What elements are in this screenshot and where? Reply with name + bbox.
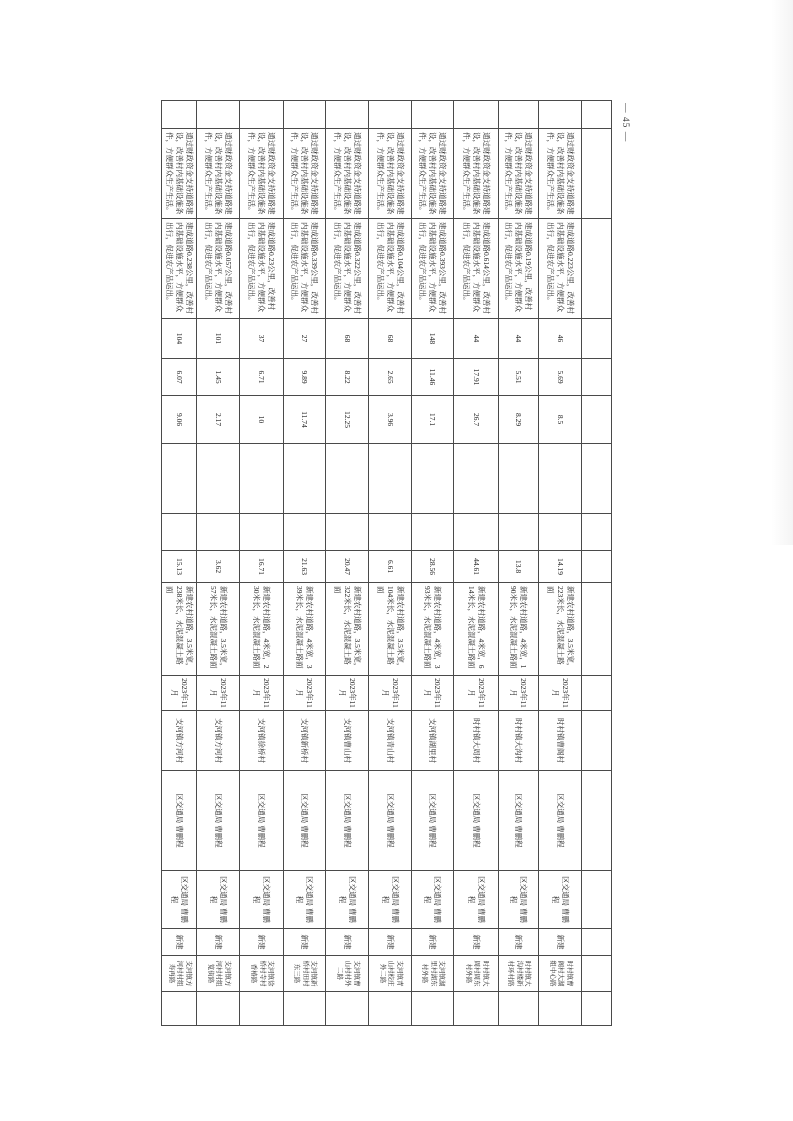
table-cell: 2023年11月	[284, 676, 326, 711]
table-cell: 新建	[326, 929, 369, 956]
table-cell: 68	[369, 319, 412, 359]
table-cell	[284, 101, 326, 129]
table-cell	[582, 444, 612, 514]
table-cell	[240, 101, 284, 129]
table-cell	[412, 101, 454, 129]
table-cell: 2.65	[369, 359, 412, 396]
table-cell: 8.5	[539, 396, 582, 444]
table-cell: 17.1	[412, 396, 454, 444]
table-cell: 支河镇方河村村组笕街路	[197, 956, 240, 992]
page-number: — 45 —	[620, 103, 630, 143]
table-cell: 新建	[539, 929, 582, 956]
table-cell	[582, 583, 612, 676]
table-cell: 区交通局 曹鹏程	[162, 871, 197, 929]
table-cell: 26.7	[454, 396, 499, 444]
table-cell: 2.17	[197, 396, 240, 444]
table-cell	[240, 444, 284, 514]
table-cell: 通过财政资金支持道路建设，改善村内基础设施条件，方便群众生产生活。	[412, 129, 454, 219]
table-cell	[162, 444, 197, 514]
table-cell: 27	[284, 319, 326, 359]
table-cell: 通过财政资金支持道路建设，改善村内基础设施条件，方便群众生产生活。	[197, 129, 240, 219]
table-cell	[412, 514, 454, 551]
table-cell	[539, 444, 582, 514]
table-cell: 区交通局 曹鹏程	[284, 871, 326, 929]
table-cell	[326, 992, 369, 1026]
table-cell: 17.91	[454, 359, 499, 396]
table-cell: 9.89	[284, 359, 326, 396]
table-cell	[197, 101, 240, 129]
table-cell	[582, 871, 612, 929]
table-cell	[326, 101, 369, 129]
table-cell: 支河镇方河村	[197, 711, 240, 771]
table-cell: 支河镇新桥村田村东三路	[284, 956, 326, 992]
table-row	[369, 101, 412, 1026]
table-cell: 2023年11月	[412, 676, 454, 711]
table-cell	[499, 992, 539, 1026]
table-cell	[539, 101, 582, 129]
table-cell: 6.61	[369, 551, 412, 583]
table-cell: 区交通局 曹鹏程	[162, 771, 197, 871]
table-cell: 新建	[162, 929, 197, 956]
table-cell: 9.06	[162, 396, 197, 444]
table-cell: 支河镇新桥村	[284, 711, 326, 771]
table-cell	[539, 992, 582, 1026]
table-row	[582, 101, 612, 1026]
table-cell	[582, 992, 612, 1026]
table-cell	[240, 992, 284, 1026]
table-cell: 建成道路0.322公里，改善村内基础设施水平，方便群众出行，促进农产品运出。	[326, 219, 369, 319]
table-cell: 区交通局 曹鹏程	[326, 871, 369, 929]
table-cell: 28.56	[412, 551, 454, 583]
table-cell: 时村镇大沟村楼新村环村路	[499, 956, 539, 992]
table-cell: 6.71	[240, 359, 284, 396]
table-cell: 建成道路0.393公里，改善村内基础设施水平，方便群众出行，促进农产品运出。	[412, 219, 454, 319]
table-row	[499, 101, 539, 1026]
table-cell: 新建	[197, 929, 240, 956]
table-cell: 新建农村道路，3.5米宽，322米长，水泥混凝土路面	[326, 583, 369, 676]
table-cell	[499, 514, 539, 551]
table-row	[284, 101, 326, 1026]
table-cell: 支河镇曹山村	[326, 711, 369, 771]
table-cell	[162, 514, 197, 551]
table-cell: 通过财政资金支持道路建设，改善村内基础设施条件，方便群众生产生活。	[499, 129, 539, 219]
table-cell: 8.29	[499, 396, 539, 444]
table-row	[454, 101, 499, 1026]
table-cell: 2023年11月	[369, 676, 412, 711]
table-cell: 101	[197, 319, 240, 359]
table-cell	[582, 129, 612, 219]
table-cell: 11.74	[284, 396, 326, 444]
table-cell: 2023年11月	[162, 676, 197, 711]
table-cell	[454, 992, 499, 1026]
table-cell	[369, 992, 412, 1026]
table-cell: 时村镇曹阁村	[539, 711, 582, 771]
table-cell	[369, 514, 412, 551]
table-cell	[539, 514, 582, 551]
table-cell: 区交通局 曹鹏程	[197, 771, 240, 871]
table-cell: 12.25	[326, 396, 369, 444]
table-cell: 建成道路0.23公里，改善村内基础设施水平，方便群众出行，促进农产品运出。	[240, 219, 284, 319]
table-cell: 新建农村道路，3.5米宽，223米长，水泥混凝土路面	[539, 583, 582, 676]
table-cell: 2023年11月	[197, 676, 240, 711]
table-cell: 2023年11月	[539, 676, 582, 711]
table-cell	[582, 514, 612, 551]
table-cell	[582, 676, 612, 711]
table-cell: 支河镇青山村	[369, 711, 412, 771]
table-cell	[412, 444, 454, 514]
table-cell	[197, 992, 240, 1026]
table-cell: 1.45	[197, 359, 240, 396]
table-cell	[582, 956, 612, 992]
table-cell	[326, 444, 369, 514]
table-cell: 时村镇大沟村	[499, 711, 539, 771]
table-cell: 支河镇方河村村组寿再路	[162, 956, 197, 992]
table-cell: 46	[539, 319, 582, 359]
table-row	[539, 101, 582, 1026]
table-cell: 44.61	[454, 551, 499, 583]
table-cell: 新建	[454, 929, 499, 956]
table-cell: 16.71	[240, 551, 284, 583]
table-cell: 时村镇曹阁村大湖组中心路	[539, 956, 582, 992]
table-row	[197, 101, 240, 1026]
table-cell: 建成道路0.238公里，改善村内基础设施水平，方便群众出行，促进农产品运出。	[162, 219, 197, 319]
table-cell: 新建农村道路，3.5米宽，238米长，水泥混凝土路面	[162, 583, 197, 676]
table-cell: 通过财政资金支持道路建设，改善村内基础设施条件，方便群众生产生活。	[454, 129, 499, 219]
table-cell: 5.69	[539, 359, 582, 396]
table-cell	[197, 514, 240, 551]
table-cell: 区交通局 曹鹏程	[499, 771, 539, 871]
table-cell: 区交通局 曹鹏程	[539, 871, 582, 929]
table-cell: 区交通局 曹鹏程	[539, 771, 582, 871]
table-cell: 新建	[412, 929, 454, 956]
table-cell: 44	[499, 319, 539, 359]
table-cell: 新建	[240, 929, 284, 956]
table-cell: 8.22	[326, 359, 369, 396]
table-cell	[454, 514, 499, 551]
table-cell: 区交通局 曹鹏程	[499, 871, 539, 929]
table-cell: 新建农村道路，3.5米宽，104米长，水泥混凝土路面	[369, 583, 412, 676]
table-cell: 21.63	[284, 551, 326, 583]
table-cell	[369, 101, 412, 129]
table-cell	[499, 444, 539, 514]
table-cell: 区交通局 曹鹏程	[454, 771, 499, 871]
table-body	[162, 101, 612, 1026]
table-row	[162, 101, 197, 1026]
table-cell: 新建农村道路，4米宽，614米长，水泥混凝土路面	[454, 583, 499, 676]
table-cell: 建成道路0.614公里，改善村内基础设施水平，方便群众出行，促进农产品运出。	[454, 219, 499, 319]
table-cell: 支河镇方河村	[162, 711, 197, 771]
table-cell	[284, 992, 326, 1026]
table-cell: 新建农村道路，4米宽，230米长，水泥混凝土路面	[240, 583, 284, 676]
table-cell	[582, 219, 612, 319]
table-cell	[499, 101, 539, 129]
table-cell: 支河镇湖里村	[412, 711, 454, 771]
table-cell	[369, 444, 412, 514]
table-cell	[582, 551, 612, 583]
table-cell	[582, 101, 612, 129]
table-cell: 新建农村道路，4米宽，190米长，水泥混凝土路面	[499, 583, 539, 676]
table-cell: 建成道路0.223公里，改善村内基础设施水平，方便群众出行，促进农产品运出。	[539, 219, 582, 319]
table-cell: 新建农村道路，3.5米宽，57米长，水泥混凝土路面	[197, 583, 240, 676]
table-cell	[582, 396, 612, 444]
table-cell: 区交通局 曹鹏程	[326, 771, 369, 871]
table-cell: 新建农村道路，4米宽，393米长，水泥混凝土路面	[412, 583, 454, 676]
table-cell: 37	[240, 319, 284, 359]
table-cell: 14.19	[539, 551, 582, 583]
table-cell: 3.62	[197, 551, 240, 583]
table-cell: 通过财政资金支持道路建设，改善村内基础设施条件，方便群众生产生活。	[162, 129, 197, 219]
table-cell	[454, 101, 499, 129]
projects-table	[161, 100, 612, 1026]
table-cell: 建成道路0.19公里，改善村内基础设施水平，方便群众出行，促进农产品运出。	[499, 219, 539, 319]
table-cell: 建成道路0.104公里，改善村内基础设施水平，方便群众出行，促进农产品运出。	[369, 219, 412, 319]
table-cell: 区交通局 曹鹏程	[240, 871, 284, 929]
table-cell: 2023年11月	[240, 676, 284, 711]
table-cell	[582, 771, 612, 871]
table-cell: 13.8	[499, 551, 539, 583]
table-cell: 区交通局 曹鹏程	[454, 871, 499, 929]
table-cell: 11.46	[412, 359, 454, 396]
table-cell: 10	[240, 396, 284, 444]
table-cell: 区交通局 曹鹏程	[284, 771, 326, 871]
table-cell: 6.07	[162, 359, 197, 396]
table-cell: 区交通局 曹鹏程	[412, 771, 454, 871]
table-cell	[582, 711, 612, 771]
table-cell: 新建	[499, 929, 539, 956]
table-cell: 通过财政资金支持道路建设，改善村内基础设施条件，方便群众生产生活。	[369, 129, 412, 219]
table-row	[240, 101, 284, 1026]
table-cell	[162, 101, 197, 129]
table-cell: 15.13	[162, 551, 197, 583]
table-cell: 建成道路0.339公里，改善村内基础设施水平，方便群众出行，促进农产品运出。	[284, 219, 326, 319]
table-cell: 建成道路0.057公里，改善村内基础设施水平，方便群众出行，促进农产品运出。	[197, 219, 240, 319]
table-cell: 2023年11月	[326, 676, 369, 711]
table-cell: 支河镇徐桥村	[240, 711, 284, 771]
table-cell: 区交通局 曹鹏程	[412, 871, 454, 929]
table-cell: 时村镇大周村周东村外路	[454, 956, 499, 992]
table-cell: 区交通局 曹鹏程	[369, 771, 412, 871]
table-cell: 通过财政资金支持道路建设，改善村内基础设施条件，方便群众生产生活。	[539, 129, 582, 219]
table-cell: 5.51	[499, 359, 539, 396]
table-cell: 区交通局 曹鹏程	[369, 871, 412, 929]
table-cell: 新建	[369, 929, 412, 956]
table-cell: 时村镇大周村	[454, 711, 499, 771]
table-row	[326, 101, 369, 1026]
table-cell: 104	[162, 319, 197, 359]
table-row	[412, 101, 454, 1026]
table-cell: 2023年11月	[454, 676, 499, 711]
table-cell: 148	[412, 319, 454, 359]
table-cell: 新建	[284, 929, 326, 956]
table-cell	[284, 514, 326, 551]
table-cell: 68	[326, 319, 369, 359]
table-cell	[582, 359, 612, 396]
table-cell	[240, 514, 284, 551]
table-cell: 区交通局 曹鹏程	[197, 871, 240, 929]
table-cell: 支河镇湖里村湖东村外路	[412, 956, 454, 992]
table-cell	[162, 992, 197, 1026]
table-cell: 44	[454, 319, 499, 359]
table-cell	[582, 319, 612, 359]
table-cell	[412, 992, 454, 1026]
table-cell: 2023年11月	[499, 676, 539, 711]
table-cell: 通过财政资金支持道路建设，改善村内基础设施条件，方便群众生产生活。	[326, 129, 369, 219]
table-cell	[197, 444, 240, 514]
table-cell: 支河镇青山村校庄外二路	[369, 956, 412, 992]
table-cell: 支河镇曹山村村外二路	[326, 956, 369, 992]
table-cell: 支河镇徐桥村寺村香椿路	[240, 956, 284, 992]
table-cell	[326, 514, 369, 551]
table-cell	[284, 444, 326, 514]
table-cell: 20.47	[326, 551, 369, 583]
table-cell: 通过财政资金支持道路建设，改善村内基础设施条件，方便群众生产生活。	[284, 129, 326, 219]
table-cell: 新建农村道路，4米宽，339米长，水泥混凝土路面	[284, 583, 326, 676]
table-cell	[582, 929, 612, 956]
table-cell: 通过财政资金支持道路建设，改善村内基础设施条件，方便群众生产生活。	[240, 129, 284, 219]
table-cell: 3.96	[369, 396, 412, 444]
table-cell	[454, 444, 499, 514]
table-cell: 区交通局 曹鹏程	[240, 771, 284, 871]
